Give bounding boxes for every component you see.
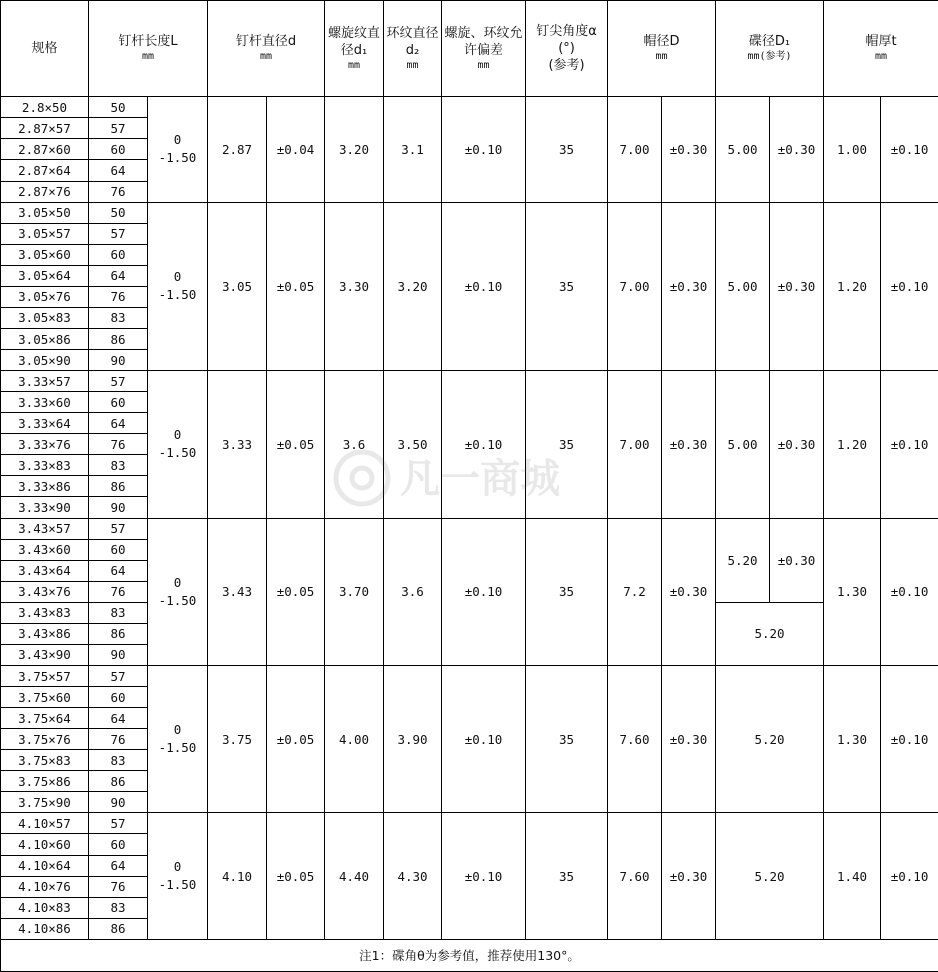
footnote: 注1：碟角θ为参考值，推荐使用130°。	[1, 939, 938, 971]
thread-tolerance-cell: ±0.10	[442, 97, 526, 202]
length-tolerance-cell	[148, 371, 208, 518]
dish-diameter-tolerance-cell: ±0.30	[770, 371, 824, 518]
thread-tolerance-cell: ±0.10	[442, 518, 526, 665]
spec-cell: 3.43×76	[1, 581, 89, 602]
length-lower-deviation: -1.50	[158, 877, 197, 893]
spec-cell: 3.43×90	[1, 644, 89, 665]
dish-diameter-alt-cell: 5.20	[716, 602, 824, 665]
point-angle-cell: 35	[526, 813, 608, 939]
head-thickness-cell: 1.00	[824, 97, 881, 202]
table-row	[1, 371, 938, 392]
thread-diameter-cell: 4.00	[325, 665, 384, 812]
length-cell: 90	[89, 644, 148, 665]
head-diameter-cell: 7.60	[608, 665, 662, 812]
head-diameter-cell: 7.2	[608, 518, 662, 665]
point-angle-cell: 35	[526, 518, 608, 665]
head-thickness-tolerance-cell: ±0.10	[881, 665, 938, 812]
head-diameter-tolerance-cell: ±0.30	[662, 813, 716, 939]
watermark-text: 凡一商城	[400, 456, 560, 502]
head-diameter-tolerance-cell: ±0.30	[662, 202, 716, 371]
thread-diameter-cell: 4.40	[325, 813, 384, 939]
spec-cell: 4.10×83	[1, 897, 89, 918]
spec-cell: 3.05×57	[1, 223, 89, 244]
spec-cell: 3.33×76	[1, 434, 89, 455]
spec-cell: 3.75×90	[1, 792, 89, 813]
length-cell: 86	[89, 918, 148, 939]
length-cell: 50	[89, 202, 148, 223]
spec-cell: 2.87×64	[1, 160, 89, 181]
diameter-tolerance-cell: ±0.04	[267, 97, 325, 202]
diameter-tolerance-cell: ±0.05	[267, 202, 325, 371]
header-diameter: 钉杆直径d mm	[208, 1, 325, 97]
diameter-cell: 4.10	[208, 813, 267, 939]
head-thickness-cell: 1.30	[824, 518, 881, 665]
length-cell: 60	[89, 139, 148, 160]
length-cell: 57	[89, 371, 148, 392]
length-cell: 76	[89, 434, 148, 455]
spec-cell: 3.75×57	[1, 665, 89, 686]
spec-cell: 2.8×50	[1, 97, 89, 118]
length-upper-deviation: 0	[173, 132, 182, 148]
head-diameter-tolerance-cell: ±0.30	[662, 97, 716, 202]
spec-cell: 4.10×60	[1, 834, 89, 855]
header-spec: 规格	[1, 1, 89, 97]
spec-cell: 3.75×83	[1, 750, 89, 771]
spec-cell: 2.87×57	[1, 118, 89, 139]
thread-diameter-cell: 3.30	[325, 202, 384, 371]
ring-diameter-cell: 3.1	[384, 97, 442, 202]
length-cell: 64	[89, 560, 148, 581]
length-cell: 86	[89, 476, 148, 497]
length-cell: 57	[89, 813, 148, 834]
dish-diameter-cell: 5.00	[716, 97, 770, 202]
length-cell: 57	[89, 118, 148, 139]
thread-tolerance-cell: ±0.10	[442, 202, 526, 371]
length-cell: 60	[89, 392, 148, 413]
spec-cell: 3.43×86	[1, 623, 89, 644]
length-cell: 86	[89, 771, 148, 792]
spec-cell: 2.87×76	[1, 181, 89, 202]
length-cell: 90	[89, 497, 148, 518]
dish-diameter-cell: 5.20	[716, 518, 770, 602]
spec-cell: 4.10×76	[1, 876, 89, 897]
diameter-cell: 3.43	[208, 518, 267, 665]
length-tolerance-cell	[148, 813, 208, 939]
table-row	[1, 813, 938, 834]
head-thickness-tolerance-cell: ±0.10	[881, 371, 938, 518]
point-angle-cell: 35	[526, 665, 608, 812]
length-tolerance-cell	[148, 518, 208, 665]
length-cell: 83	[89, 897, 148, 918]
length-cell: 76	[89, 181, 148, 202]
spec-cell: 3.43×60	[1, 539, 89, 560]
length-cell: 86	[89, 623, 148, 644]
length-cell: 90	[89, 792, 148, 813]
head-thickness-cell: 1.40	[824, 813, 881, 939]
spec-cell: 4.10×57	[1, 813, 89, 834]
dish-diameter-cell: 5.20	[716, 813, 824, 939]
header-length: 钉杆长度L mm	[89, 1, 208, 97]
length-cell: 86	[89, 328, 148, 349]
length-lower-deviation: -1.50	[158, 592, 197, 608]
head-diameter-tolerance-cell: ±0.30	[662, 518, 716, 665]
spec-cell: 3.33×57	[1, 371, 89, 392]
length-cell: 83	[89, 455, 148, 476]
head-thickness-tolerance-cell: ±0.10	[881, 813, 938, 939]
head-diameter-cell: 7.00	[608, 371, 662, 518]
length-cell: 76	[89, 876, 148, 897]
spec-cell: 3.75×76	[1, 729, 89, 750]
head-diameter-cell: 7.00	[608, 97, 662, 202]
header-dish-diameter: 碟径D₁ mm(参考)	[716, 1, 824, 97]
length-lower-deviation: -1.50	[158, 740, 197, 756]
spec-cell: 3.33×83	[1, 455, 89, 476]
diameter-cell: 3.05	[208, 202, 267, 371]
ring-diameter-cell: 3.20	[384, 202, 442, 371]
spec-cell: 3.05×60	[1, 244, 89, 265]
spec-cell: 3.75×60	[1, 687, 89, 708]
spec-cell: 3.33×86	[1, 476, 89, 497]
length-cell: 64	[89, 265, 148, 286]
spec-cell: 4.10×86	[1, 918, 89, 939]
ring-diameter-cell: 4.30	[384, 813, 442, 939]
diameter-tolerance-cell: ±0.05	[267, 371, 325, 518]
ring-diameter-cell: 3.6	[384, 518, 442, 665]
ring-diameter-cell: 3.50	[384, 371, 442, 518]
note-row	[1, 939, 938, 971]
spec-cell: 3.43×64	[1, 560, 89, 581]
length-cell: 76	[89, 581, 148, 602]
length-cell: 76	[89, 729, 148, 750]
diameter-tolerance-cell: ±0.05	[267, 665, 325, 812]
header-point-angle: 钉尖角度α (°) (参考)	[526, 1, 608, 97]
length-cell: 60	[89, 539, 148, 560]
thread-diameter-cell: 3.70	[325, 518, 384, 665]
length-cell: 83	[89, 307, 148, 328]
spec-cell: 3.33×60	[1, 392, 89, 413]
head-thickness-tolerance-cell: ±0.10	[881, 202, 938, 371]
dish-diameter-tolerance-cell: ±0.30	[770, 518, 824, 602]
spec-cell: 3.05×76	[1, 286, 89, 307]
header-head-diameter: 帽径D mm	[608, 1, 716, 97]
spec-cell: 3.43×57	[1, 518, 89, 539]
length-tolerance-cell	[148, 97, 208, 202]
length-cell: 60	[89, 244, 148, 265]
length-cell: 76	[89, 286, 148, 307]
point-angle-cell: 35	[526, 97, 608, 202]
spec-cell: 3.75×64	[1, 708, 89, 729]
table-row	[1, 202, 938, 223]
length-cell: 64	[89, 160, 148, 181]
header-head-thickness: 帽厚t mm	[824, 1, 938, 97]
length-upper-deviation: 0	[173, 574, 182, 590]
length-lower-deviation: -1.50	[158, 445, 197, 461]
point-angle-cell: 35	[526, 202, 608, 371]
length-upper-deviation: 0	[173, 722, 182, 738]
length-lower-deviation: -1.50	[158, 150, 197, 166]
length-tolerance-cell	[148, 202, 208, 371]
spec-cell: 3.43×83	[1, 602, 89, 623]
length-cell: 64	[89, 413, 148, 434]
dish-diameter-cell: 5.20	[716, 665, 824, 812]
length-cell: 57	[89, 518, 148, 539]
head-thickness-tolerance-cell: ±0.10	[881, 97, 938, 202]
length-cell: 57	[89, 223, 148, 244]
length-cell: 64	[89, 855, 148, 876]
length-cell: 57	[89, 665, 148, 686]
spec-cell: 3.05×50	[1, 202, 89, 223]
thread-tolerance-cell: ±0.10	[442, 665, 526, 812]
length-lower-deviation: -1.50	[158, 287, 197, 303]
spec-cell: 3.75×86	[1, 771, 89, 792]
length-cell: 50	[89, 97, 148, 118]
head-diameter-tolerance-cell: ±0.30	[662, 665, 716, 812]
header-thread-tolerance: 螺旋、环纹允许偏差 mm	[442, 1, 526, 97]
spec-cell: 2.87×60	[1, 139, 89, 160]
head-diameter-cell: 7.60	[608, 813, 662, 939]
table-row	[1, 665, 938, 686]
length-cell: 83	[89, 750, 148, 771]
spec-cell: 3.05×83	[1, 307, 89, 328]
head-thickness-tolerance-cell: ±0.10	[881, 518, 938, 665]
thread-diameter-cell: 3.6	[325, 371, 384, 518]
spec-cell: 3.33×64	[1, 413, 89, 434]
diameter-cell: 3.75	[208, 665, 267, 812]
dish-diameter-tolerance-cell: ±0.30	[770, 97, 824, 202]
length-tolerance-cell	[148, 665, 208, 812]
dish-diameter-cell: 5.00	[716, 371, 770, 518]
header-ring-diameter: 环纹直径d₂ mm	[384, 1, 442, 97]
spec-cell: 4.10×64	[1, 855, 89, 876]
table-row	[1, 518, 938, 539]
diameter-tolerance-cell: ±0.05	[267, 518, 325, 665]
diameter-tolerance-cell: ±0.05	[267, 813, 325, 939]
diameter-cell: 2.87	[208, 97, 267, 202]
head-thickness-cell: 1.20	[824, 371, 881, 518]
point-angle-cell: 35	[526, 371, 608, 518]
length-cell: 64	[89, 708, 148, 729]
spec-cell: 3.05×86	[1, 328, 89, 349]
diameter-cell: 3.33	[208, 371, 267, 518]
dish-diameter-cell: 5.00	[716, 202, 770, 371]
thread-tolerance-cell: ±0.10	[442, 813, 526, 939]
dish-diameter-tolerance-cell: ±0.30	[770, 202, 824, 371]
length-upper-deviation: 0	[173, 269, 182, 285]
head-diameter-tolerance-cell: ±0.30	[662, 371, 716, 518]
length-cell: 83	[89, 602, 148, 623]
spec-cell: 3.05×90	[1, 350, 89, 371]
spec-cell: 3.05×64	[1, 265, 89, 286]
ring-diameter-cell: 3.90	[384, 665, 442, 812]
length-upper-deviation: 0	[173, 427, 182, 443]
spec-cell: 3.33×90	[1, 497, 89, 518]
length-cell: 90	[89, 350, 148, 371]
header-row	[1, 1, 938, 97]
head-thickness-cell: 1.30	[824, 665, 881, 812]
length-cell: 60	[89, 687, 148, 708]
table-row	[1, 97, 938, 118]
length-cell: 60	[89, 834, 148, 855]
head-diameter-cell: 7.00	[608, 202, 662, 371]
head-thickness-cell: 1.20	[824, 202, 881, 371]
header-thread-diameter: 螺旋纹直径d₁ mm	[325, 1, 384, 97]
thread-diameter-cell: 3.20	[325, 97, 384, 202]
length-upper-deviation: 0	[173, 859, 182, 875]
thread-tolerance-cell: ±0.10	[442, 371, 526, 518]
